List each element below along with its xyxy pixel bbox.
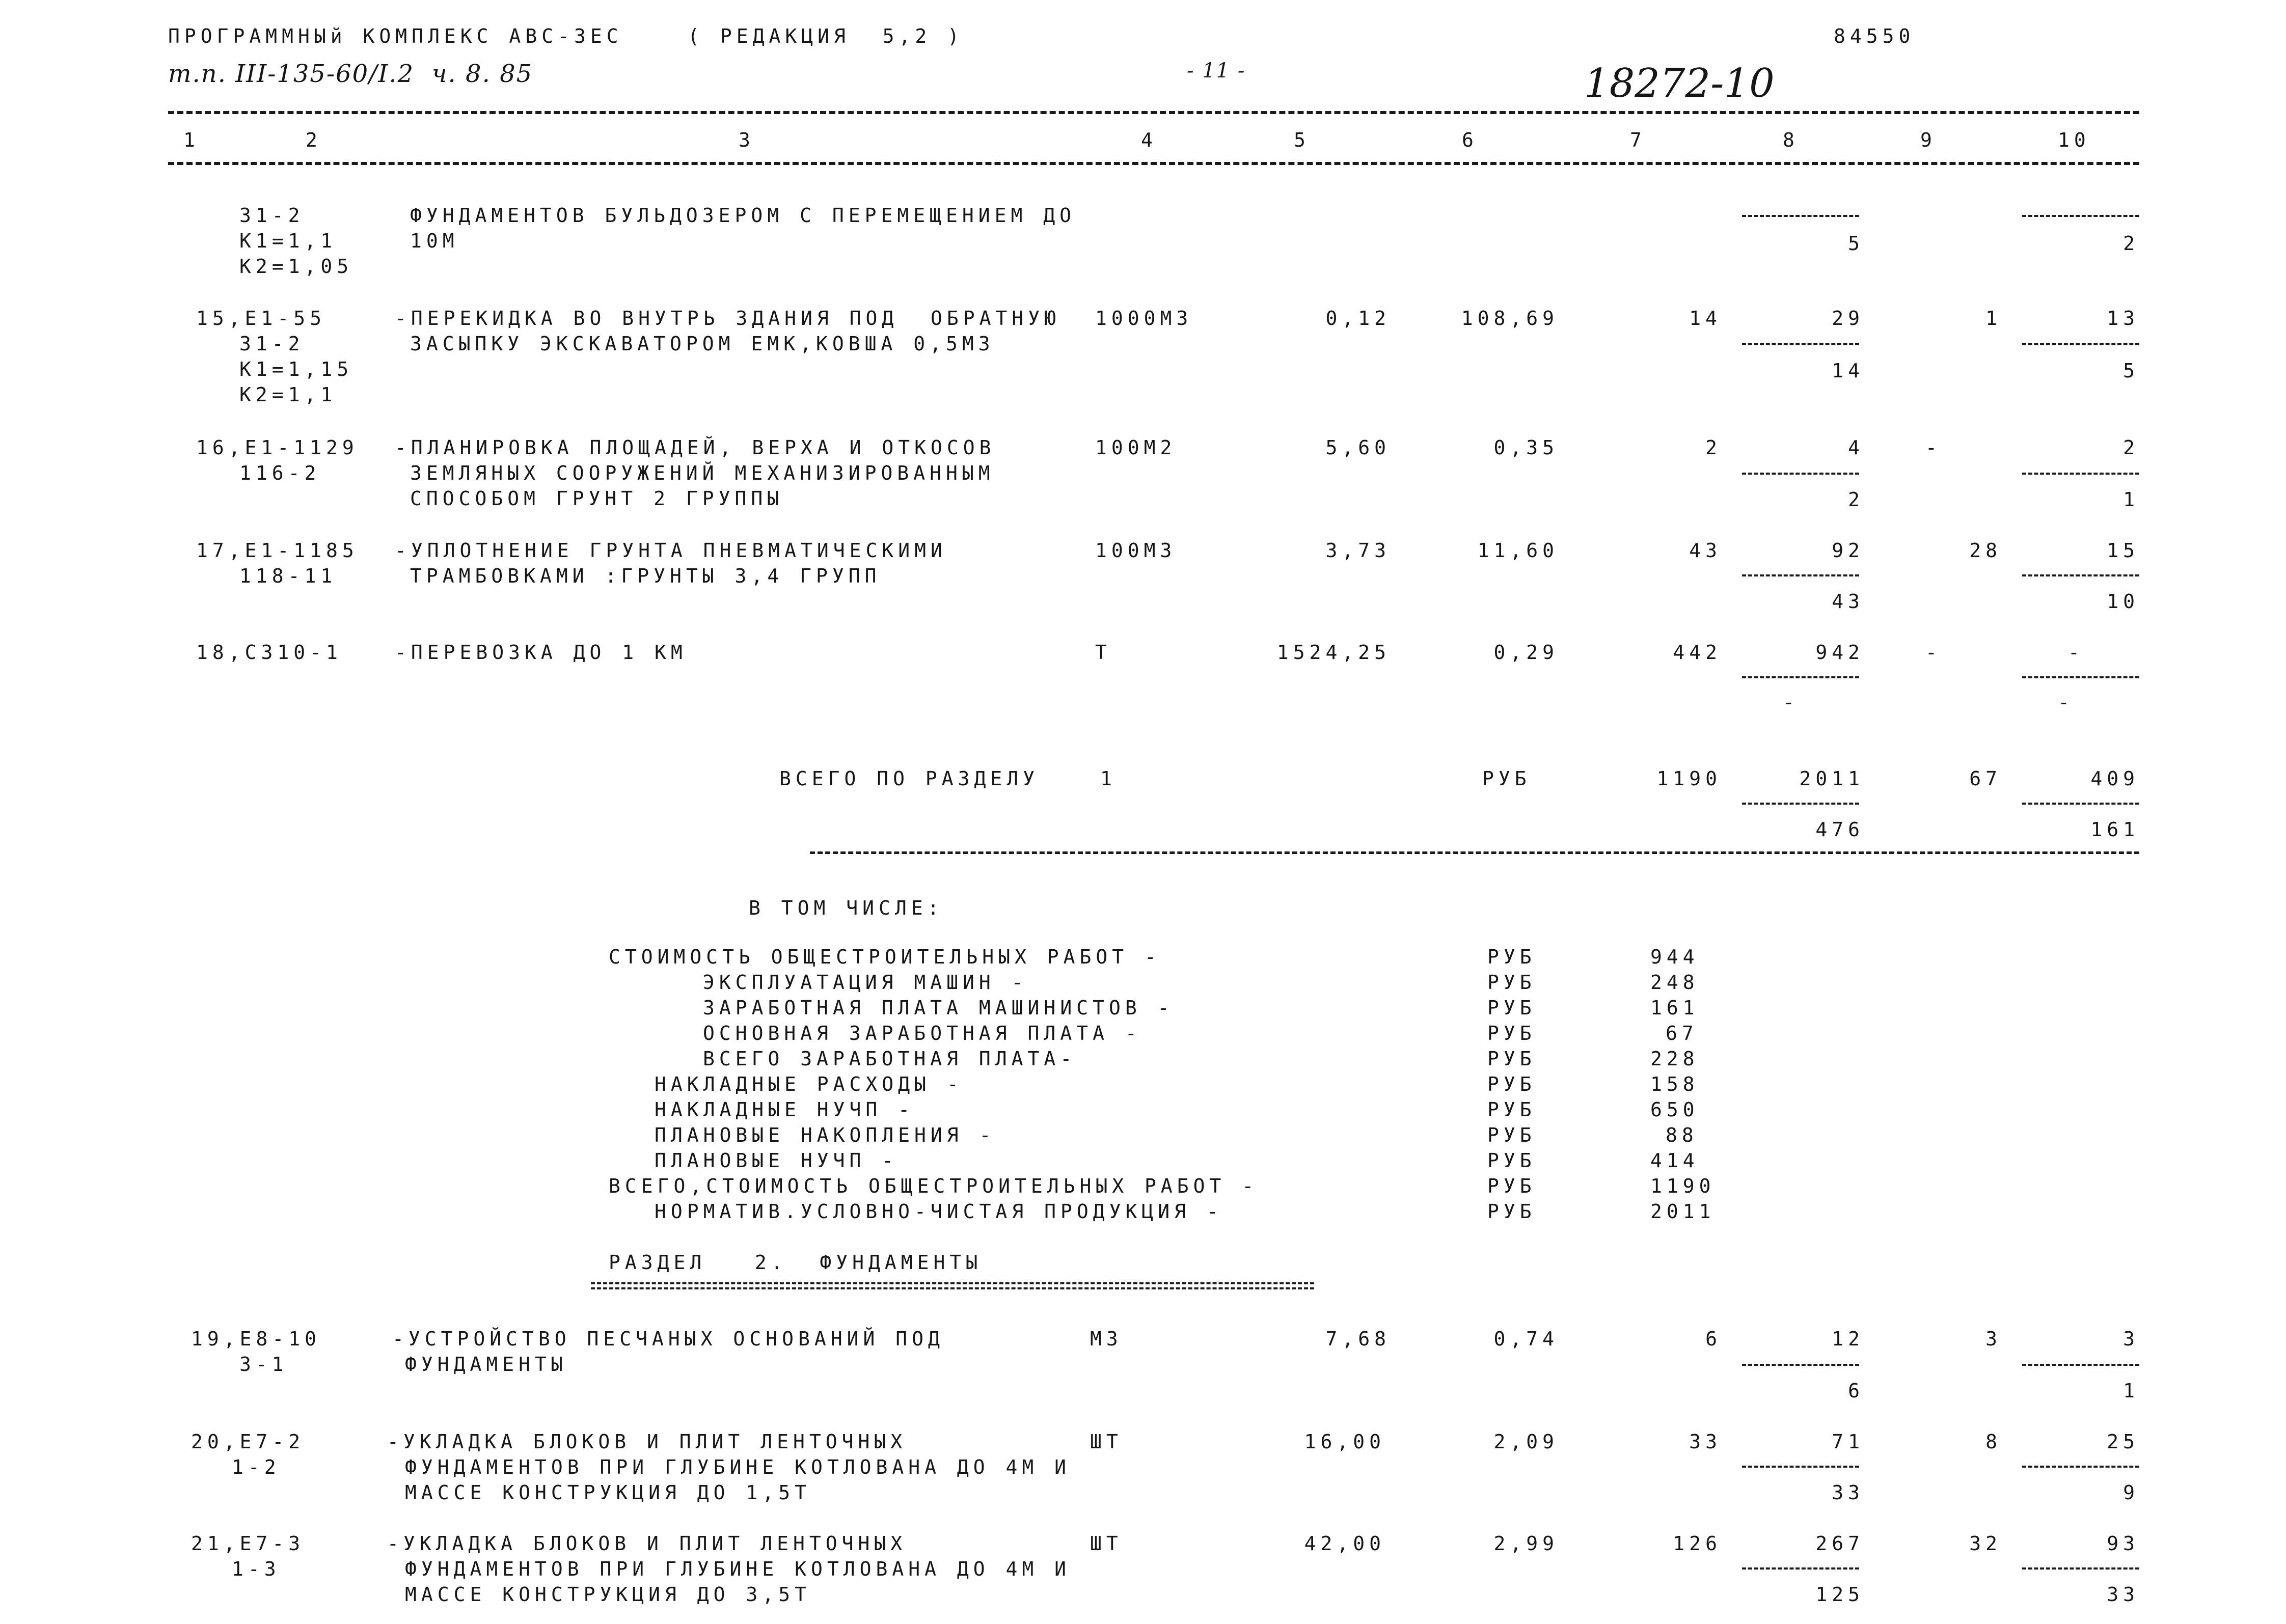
col10-sub: 5 (2123, 360, 2139, 382)
cell-divider (2022, 1466, 2139, 1468)
list-item-unit: РУБ (1487, 1200, 1536, 1223)
col-header-5: 5 (1294, 129, 1310, 151)
list-item-value: 161 (1650, 997, 1699, 1019)
list-item-label: ОСНОВНАЯ ЗАРАБОТНАЯ ПЛАТА - (703, 1022, 1141, 1044)
document-code: 84550 (1834, 25, 1915, 47)
row-description: -УПЛОТНЕНИЕ ГРУНТА ПНЕВМАТИЧЕСКИМИ (395, 539, 947, 562)
col8-main: 942 (1815, 641, 1864, 664)
col10-main: 93 (2107, 1532, 2139, 1555)
row-description: МАССЕ КОНСТРУКЦИЯ ДО 3,5Т (405, 1583, 811, 1606)
section-total-number: 1 (1100, 767, 1117, 790)
list-item-value: 88 (1666, 1124, 1698, 1146)
col9-value: - (1925, 436, 1942, 459)
col-header-10: 10 (2058, 129, 2090, 151)
row-total: 2 (1705, 436, 1722, 459)
col10-main: 15 (2107, 539, 2139, 562)
row-description: ЗЕМЛЯНЫХ СООРУЖЕНИЙ МЕХАНИЗИРОВАННЫМ (410, 462, 995, 484)
col-header-2: 2 (306, 129, 322, 151)
list-item-label: ЭКСПЛУАТАЦИЯ МАШИН - (703, 971, 1028, 994)
col10-sub: 10 (2107, 590, 2139, 613)
col9-value: 1 (1985, 307, 2002, 329)
cell-divider (1742, 803, 1859, 805)
row-code: 31-2 (239, 333, 305, 355)
col8-main: 29 (1832, 307, 1864, 329)
page-number: - 11 - (1187, 59, 1246, 82)
cell-divider (1742, 1466, 1859, 1468)
cell-divider (1742, 215, 1859, 217)
row-code: 16,Е1-1129 (196, 436, 359, 459)
cell-divider (2022, 215, 2139, 217)
row-description: -УКЛАДКА БЛОКОВ И ПЛИТ ЛЕНТОЧНЫХ (387, 1532, 907, 1555)
cell-divider (2022, 1364, 2139, 1366)
row-unit: ШТ (1090, 1532, 1123, 1555)
registration-stamp: 18272-10 (1584, 61, 1775, 106)
col8-main: 71 (1832, 1430, 1864, 1453)
col9-value: 28 (1969, 539, 2002, 562)
row-code: 21,Е7-3 (191, 1532, 305, 1555)
list-item-unit: РУБ (1487, 1175, 1536, 1197)
section-total-label: ВСЕГО ПО РАЗДЕЛУ (779, 767, 1040, 790)
col-header-3: 3 (739, 129, 755, 151)
col8-sub: 125 (1815, 1583, 1864, 1606)
col8-main: 267 (1815, 1532, 1864, 1555)
section-total-value: 1190 (1656, 767, 1722, 790)
row-description: МАССЕ КОНСТРУКЦИЯ ДО 1,5Т (405, 1481, 811, 1504)
row-unit: 100М3 (1095, 539, 1177, 562)
col10-sub: - (2058, 691, 2074, 713)
row-total: 43 (1689, 539, 1722, 562)
col-header-8: 8 (1783, 129, 1799, 151)
row-description: ТРАМБОВКАМИ :ГРУНТЫ 3,4 ГРУПП (410, 565, 881, 587)
row-code: 116-2 (239, 462, 321, 484)
row-description: -ПЕРЕВОЗКА ДО 1 КМ (395, 641, 687, 664)
cell-divider (1742, 574, 1859, 576)
col8-sub: 6 (1848, 1380, 1864, 1402)
row-total: 442 (1673, 641, 1722, 664)
row-description: ФУНДАМЕНТОВ ПРИ ГЛУБИНЕ КОТЛОВАНА ДО 4М И (405, 1456, 1071, 1478)
col10-sub: 1 (2123, 488, 2139, 511)
list-item-unit: РУБ (1487, 1073, 1536, 1095)
col-header-9: 9 (1920, 129, 1937, 151)
row-unit: М3 (1090, 1328, 1123, 1350)
row-code: 19,Е8-10 (191, 1328, 321, 1350)
row-unit-price: 11,60 (1477, 539, 1559, 562)
row-code: 17,Е1-1185 (196, 539, 359, 562)
cell-divider (2022, 473, 2139, 475)
list-item-unit: РУБ (1487, 1048, 1536, 1070)
list-item-label: НАКЛАДНЫЕ РАСХОДЫ - (655, 1073, 963, 1095)
list-item-value: 228 (1650, 1048, 1699, 1070)
row-quantity: 1524,25 (1276, 641, 1391, 664)
row-code: 31-2 (239, 204, 305, 227)
row-code: К1=1,1 (239, 230, 337, 252)
row-total: 126 (1673, 1532, 1722, 1555)
row-description: ФУНДАМЕНТЫ (405, 1353, 567, 1375)
row-total: 14 (1689, 307, 1722, 329)
col10-main: 25 (2107, 1430, 2139, 1453)
col10-sub: 1 (2123, 1380, 2139, 1402)
row-code: К2=1,05 (239, 255, 353, 278)
row-code: 118-11 (239, 565, 337, 587)
header-rule-bottom (168, 162, 2139, 165)
col8-sub: 43 (1832, 590, 1864, 613)
col10-main: 2 (2123, 436, 2139, 459)
col10-sub: 9 (2123, 1481, 2139, 1504)
cell-divider (1742, 1567, 1859, 1570)
col9-value: 67 (1969, 767, 2002, 790)
col8-sub: 2 (1848, 488, 1864, 511)
list-item-value: 650 (1650, 1098, 1699, 1121)
row-unit-price: 2,09 (1493, 1430, 1559, 1453)
col9-value: 3 (1985, 1328, 2002, 1350)
section-heading-underline (591, 1282, 1314, 1289)
cell-divider (2022, 1567, 2139, 1570)
row-description: СПОСОБОМ ГРУНТ 2 ГРУППЫ (410, 487, 784, 510)
list-item-unit: РУБ (1487, 997, 1536, 1019)
col10-main: 409 (2090, 767, 2139, 790)
cell-divider (2022, 803, 2139, 805)
row-code: 15,Е1-55 (196, 307, 326, 329)
row-total: 33 (1689, 1430, 1722, 1453)
row-quantity: 0,12 (1325, 307, 1391, 329)
list-item-label: ЗАРАБОТНАЯ ПЛАТА МАШИНИСТОВ - (703, 997, 1174, 1019)
list-item-value: 248 (1650, 971, 1699, 994)
row-description: -ПЕРЕКИДКА ВО ВНУТРЬ ЗДАНИЯ ПОД ОБРАТНУЮ (395, 307, 1060, 329)
list-item-value: 414 (1650, 1149, 1699, 1172)
list-item-value: 2011 (1650, 1200, 1716, 1223)
list-item-value: 944 (1650, 946, 1699, 968)
row-unit: Т (1095, 641, 1111, 664)
list-item-label: НАКЛАДНЫЕ НУЧП - (655, 1098, 915, 1121)
row-unit: 1000М3 (1095, 307, 1193, 329)
list-item-label: ПЛАНОВЫЕ НАКОПЛЕНИЯ - (655, 1124, 996, 1146)
section-total-unit: РУБ (1482, 767, 1531, 790)
row-total: 6 (1705, 1328, 1722, 1350)
list-item-label: ПЛАНОВЫЕ НУЧП - (655, 1149, 899, 1172)
col9-value: 32 (1969, 1532, 2002, 1555)
col9-value: - (1925, 641, 1942, 664)
col-header-7: 7 (1630, 129, 1646, 151)
row-description: -ПЛАНИРОВКА ПЛОЩАДЕЙ, ВЕРХА И ОТКОСОВ (395, 436, 996, 459)
row-quantity: 42,00 (1304, 1532, 1385, 1555)
list-item-unit: РУБ (1487, 1022, 1536, 1044)
list-item-label: СТОИМОСТЬ ОБЩЕСТРОИТЕЛЬНЫХ РАБОТ - (609, 946, 1161, 968)
row-code: 3-1 (239, 1353, 288, 1375)
row-description: 10М (410, 230, 459, 252)
col8-sub: 14 (1832, 360, 1864, 382)
cell-divider (2022, 574, 2139, 576)
col-header-6: 6 (1462, 129, 1478, 151)
including-title: В ТОМ ЧИСЛЕ: (749, 897, 944, 919)
section-total-rule (810, 851, 2139, 854)
col10-sub: 33 (2107, 1583, 2139, 1606)
row-unit-price: 0,35 (1493, 436, 1559, 459)
list-item-unit: РУБ (1487, 946, 1536, 968)
col10-main: 3 (2123, 1328, 2139, 1350)
list-item-value: 1190 (1650, 1175, 1716, 1197)
program-title: ПРОГРАММНЫй КОМПЛЕКС АВС-ЗЕС ( РЕДАКЦИЯ 5,2 ) (168, 25, 964, 47)
row-quantity: 3,73 (1325, 539, 1391, 562)
col8-main: 4 (1848, 436, 1864, 459)
list-item-label: ВСЕГО ЗАРАБОТНАЯ ПЛАТА- (703, 1048, 1077, 1070)
row-unit-price: 108,69 (1461, 307, 1559, 329)
list-item-unit: РУБ (1487, 1149, 1536, 1172)
row-unit-price: 2,99 (1493, 1532, 1559, 1555)
row-description: -УКЛАДКА БЛОКОВ И ПЛИТ ЛЕНТОЧНЫХ (387, 1430, 907, 1453)
col8-main: 12 (1832, 1328, 1864, 1350)
row-description: ФУНДАМЕНТОВ БУЛЬДОЗЕРОМ С ПЕРЕМЕЩЕНИЕМ ДО (410, 204, 1076, 227)
col8-sub: 33 (1832, 1481, 1864, 1504)
cell-divider (2022, 676, 2139, 678)
col10-sub: 161 (2090, 818, 2139, 841)
row-unit: ШТ (1090, 1430, 1123, 1453)
row-code: К2=1,1 (239, 383, 337, 406)
row-quantity: 16,00 (1304, 1430, 1385, 1453)
col8-sub: 476 (1815, 818, 1864, 841)
col-header-4: 4 (1141, 129, 1157, 151)
row-description: -УСТРОЙСТВО ПЕСЧАНЫХ ОСНОВАНИЙ ПОД (392, 1328, 944, 1350)
row-code: 20,Е7-2 (191, 1430, 305, 1453)
row-code: К1=1,15 (239, 358, 353, 380)
row-unit: 100М2 (1095, 436, 1177, 459)
row-unit-price: 0,29 (1493, 641, 1559, 664)
list-item-value: 158 (1650, 1073, 1699, 1095)
header-rule-top (168, 111, 2139, 114)
cell-divider (1742, 1364, 1859, 1366)
list-item-unit: РУБ (1487, 1124, 1536, 1146)
row-code: 1-2 (232, 1456, 281, 1478)
col-header-1: 1 (183, 129, 200, 151)
row-description: ЗАСЫПКУ ЭКСКАВАТОРОМ ЕМК,КОВША 0,5М3 (410, 333, 995, 355)
row-unit-price: 0,74 (1493, 1328, 1559, 1350)
cell-divider (2022, 343, 2139, 345)
list-item-label: НОРМАТИВ.УСЛОВНО-ЧИСТАЯ ПРОДУКЦИЯ - (655, 1200, 1223, 1223)
col8-sub: - (1783, 691, 1799, 713)
row-code: 18,С310-1 (196, 641, 342, 664)
col8-main: 2011 (1799, 767, 1864, 790)
col8-main: 92 (1832, 539, 1864, 562)
cell-divider (1742, 473, 1859, 475)
project-reference: т.п. III-135-60/I.2 ч. 8. 85 (168, 60, 533, 88)
list-item-unit: РУБ (1487, 1098, 1536, 1121)
section-heading: РАЗДЕЛ 2. ФУНДАМЕНТЫ (609, 1251, 983, 1274)
col10-sub: 2 (2123, 232, 2139, 255)
col10-main: - (2068, 641, 2084, 664)
col9-value: 8 (1985, 1430, 2002, 1453)
list-item-label: ВСЕГО,СТОИМОСТЬ ОБЩЕСТРОИТЕЛЬНЫХ РАБОТ - (609, 1175, 1259, 1197)
row-description: ФУНДАМЕНТОВ ПРИ ГЛУБИНЕ КОТЛОВАНА ДО 4М И (405, 1558, 1071, 1580)
cell-divider (1742, 676, 1859, 678)
row-quantity: 7,68 (1325, 1328, 1391, 1350)
col10-main: 13 (2107, 307, 2139, 329)
cell-divider (1742, 343, 1859, 345)
list-item-unit: РУБ (1487, 971, 1536, 994)
col8-sub: 5 (1848, 232, 1864, 255)
row-code: 1-3 (232, 1558, 281, 1580)
list-item-value: 67 (1666, 1022, 1698, 1044)
row-quantity: 5,60 (1325, 436, 1391, 459)
